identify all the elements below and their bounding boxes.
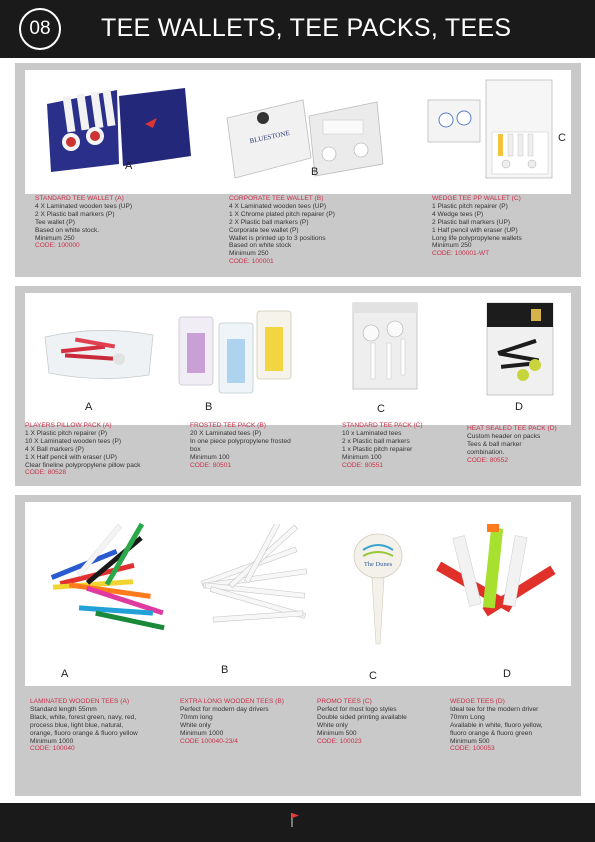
product-letter: C <box>377 403 385 415</box>
corporate-tee-wallet-image <box>225 92 385 184</box>
product-description: WEDGE TEE PP WALLET (C) 1 Plastic pitch repairer (P) 4 Wedge tees (P) 2 Plastic ball markers (UP) 1 Half pencil with eraser (UP) Long life polypropylene wallets Minimum 250 CODE: 100001-WT <box>432 195 522 258</box>
product-description: STANDARD TEE WALLET (A) 4 X Laminated wooden tees (UP) 2 X Plastic ball markers (P) Tee wallet (P) Based on white stock. Minimum 250 CODE: 100000 <box>35 195 133 250</box>
product-letter: B <box>205 401 213 413</box>
page-number-badge: 08 <box>19 8 61 50</box>
product-letter: B <box>221 664 229 676</box>
product-letter: A <box>85 401 93 413</box>
page-title: TEE WALLETS, TEE PACKS, TEES <box>101 14 512 42</box>
product-description: CORPORATE TEE WALLET (B) 4 X Laminated wooden tees (UP) 1 X Chrome plated pitch repairer (P) 2 X Plastic ball markers (P) Corporate tee wallet (P) Wallet is printed up to 3 positions Based on white stock Minimum 250 CODE: 100001 <box>229 195 335 266</box>
product-letter: D <box>503 668 511 680</box>
product-letter: B <box>311 166 319 178</box>
product-description: EXTRA LONG WOODEN TEES (B) Perfect for modern day drivers 70mm long White only Minimum 1000 CODE 100040-23/4 <box>180 698 284 745</box>
promo-tee-logo-text: The Dunes <box>363 561 393 568</box>
product-description: PROMO TEES (C) Perfect for most logo styles Double sided printing available White only Minimum 500 CODE: 100023 <box>317 698 407 745</box>
players-pillow-pack-image <box>39 323 159 383</box>
frosted-tee-pack-image <box>175 303 305 395</box>
product-photo-panel <box>25 502 571 686</box>
standard-tee-wallet-image <box>45 84 195 176</box>
promo-tee-image <box>343 532 413 650</box>
product-letter: C <box>558 132 566 144</box>
product-letter: D <box>515 401 523 413</box>
wedge-tee-pp-wallet-image <box>420 74 562 182</box>
standard-tee-pack-image <box>347 299 427 399</box>
product-letter: A <box>61 668 69 680</box>
heat-sealed-tee-pack-image <box>481 301 561 401</box>
product-description: LAMINATED WOODEN TEES (A) Standard length 55mm Black, white, forest green, navy, red, process blue, light blue, natural, orange, fluoro orange & fluoro yellow Minimum 1000 CODE: 100040 <box>30 698 138 753</box>
product-description: FROSTED TEE PACK (B) 20 X Laminated tees (P) In one piece polypropylene frosted box Minimum 100 CODE: 80501 <box>190 422 291 469</box>
section-tee-packs <box>15 286 581 486</box>
product-description: WEDGE TEES (D) Ideal tee for the modern driver 70mm Long Available in white, fluoro yellow, fluoro orange & fluoro green Minimum 500 CODE: 100053 <box>450 698 543 753</box>
product-letter: A <box>125 160 133 172</box>
laminated-wooden-tees-image <box>39 522 179 642</box>
golf-flag-icon <box>290 812 300 828</box>
product-photo-panel <box>25 293 571 425</box>
wedge-tees-image <box>425 522 565 644</box>
product-letter: C <box>369 670 377 682</box>
product-photo-panel <box>25 70 571 194</box>
product-description: STANDARD TEE PACK (C) 10 x Laminated tees 2 x Plastic ball markers 1 x Plastic pitch repairer Minimum 100 CODE: 80551 <box>342 422 423 469</box>
product-description: PLAYERS PILLOW PACK (A) 1 X Plastic pitch repairer (P) 10 X Laminated wooden tees (P) 4 X Ball markers (P) 1 X Half pencil with eraser (UP) Clear fineline polypropylene pillow pack CODE: 80528 <box>25 422 141 477</box>
section-tees <box>15 495 581 796</box>
section-tee-wallets <box>15 63 581 277</box>
bluestone-brand-text: BLUESTONE <box>248 128 291 146</box>
extra-long-wooden-tees-image <box>189 524 319 642</box>
product-description: HEAT SEALED TEE PACK (D) Custom header on packs Tees & ball marker combination. CODE: 80552 <box>467 425 557 464</box>
